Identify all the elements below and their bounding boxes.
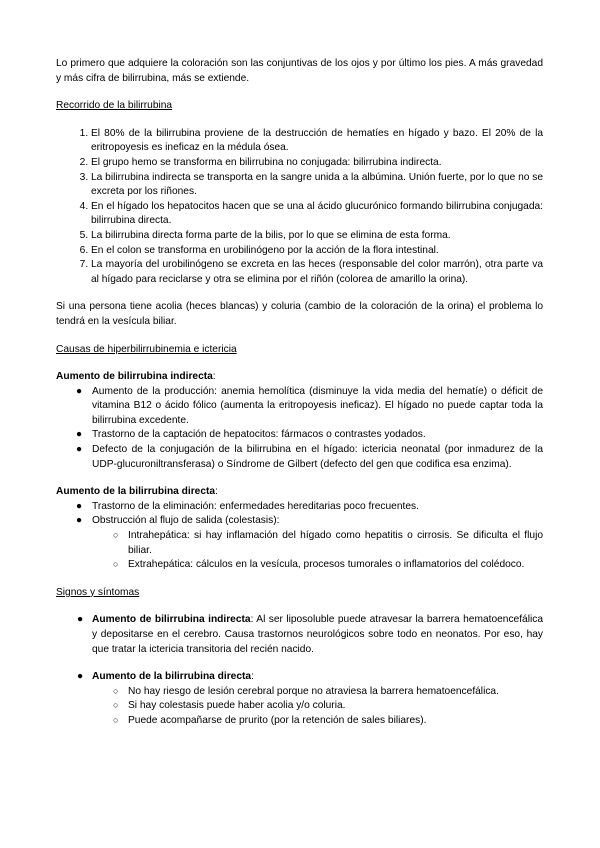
list-item: ○ Puede acompañarse de prurito (por la retención de sales biliares). [113, 714, 427, 726]
list-item: ○ Extrahepática: cálculos en la vesícula, procesos tumorales o inflamatorios del colédoco. [113, 559, 525, 571]
list-item: 4. En el hígado los hepatocitos hacen que se una al ácido glucurónico formando bilirrubina conjugada: bilirrubina directa. [91, 200, 543, 229]
list-item: ● Obstrucción al flujo de salida (colestasis): [56, 514, 543, 529]
list-item: 5. La bilirrubina directa forma parte de la bilis, por lo que se elimina de esta forma. [91, 229, 543, 244]
list-item: ○ Si hay colestasis puede haber acolia y/o coluria. [113, 700, 346, 712]
list-item: ○ Intrahepática: si hay inflamación del hígado como hepatitis o cirrosis. Se dificulta el flujo biliar. [113, 530, 543, 556]
causas-directa-list [56, 500, 543, 529]
list-item: ● Aumento de bilirrubina indirecta: Al ser liposoluble puede atravesar la barrera hematoencefálica y depositarse en el cerebro. Causa trastornos neurológicos sobre todo en neonatos. Por eso, hay que tratar la ictericia transitoria del recién nacido. [77, 614, 543, 655]
bullet-icon: ● [77, 671, 84, 683]
list-item: ● Trastorno de la eliminación: enfermedades hereditarias poco frecuentes. [56, 500, 543, 515]
bullet-icon: ● [76, 444, 83, 456]
bullet-icon: ● [77, 614, 84, 626]
causas-heading: Causas de hiperbilirrubinemia e ictericia [56, 343, 237, 355]
intro-paragraph: Lo primero que adquiere la coloración son las conjuntivas de los ojos y por último los pies. A más gravedad y más cifra de bilirrubina, más se extiende. [56, 58, 543, 84]
list-item: ● Aumento de la producción: anemia hemolítica (disminuye la vida media del hematíe) o déficit de vitamina B12 o ácido fólico (aumenta la eritropoyesis ineficaz). El hígado no puede captar toda la bilirrubina excedente. [76, 385, 543, 426]
document-body [56, 57, 543, 729]
bullet-icon: ● [76, 500, 83, 512]
list-item: 1. El 80% de la bilirrubina proviene de la destrucción de hematíes en hígado y bazo. El 20% de la eritropoyesis es ineficaz en la médula ósea. [91, 127, 543, 156]
list-item: ● Defecto de la conjugación de la bilirrubina en el hígado: ictericia neonatal (por inmadurez de la UDP-glucuroniltransferasa) o Síndrome de Gilbert (defecto del gen que codifica esa enzima). [76, 444, 543, 470]
list-item: ○ No hay riesgo de lesión cerebral porque no atraviesa la barrera hematoencefálica. [113, 685, 499, 697]
signos-directa-sublist [56, 685, 543, 729]
list-item: 7. La mayoría del urobilinógeno se excreta en las heces (responsable del color marrón), otra parte va al hígado para reciclarse y otra se elimina por el riñón (colorea de amarillo la orina). [91, 258, 543, 287]
circle-bullet-icon: ○ [113, 530, 119, 541]
recorrido-heading: Recorrido de la bilirrubina [56, 100, 173, 112]
bullet-icon: ● [76, 515, 83, 527]
signos-directa [56, 670, 543, 685]
circle-bullet-icon: ○ [113, 714, 119, 725]
causas-indirecta-list [56, 385, 543, 473]
list-item: ● Aumento de la bilirrubina directa: [56, 670, 543, 685]
circle-bullet-icon: ○ [113, 559, 119, 570]
bullet-icon: ● [76, 385, 83, 397]
circle-bullet-icon: ○ [113, 685, 119, 696]
circle-bullet-icon: ○ [113, 700, 119, 711]
acolia-paragraph: Si una persona tiene acolia (heces blancas) y coluria (cambio de la coloración de la orina) el problema lo tendrá en la vesícula biliar. [56, 301, 543, 327]
causas-indirecta-title: Aumento de bilirrubina indirecta: [56, 371, 216, 383]
bullet-icon: ● [76, 429, 83, 441]
list-item: 3. La bilirrubina indirecta se transporta en la sangre unida a la albúmina. Unión fuerte, por lo que no se excreta por los riñones. [91, 171, 543, 200]
causas-directa-sublist [56, 529, 543, 573]
signos-heading: Signos y síntomas [56, 586, 140, 598]
causas-directa-title: Aumento de la bilirrubina directa: [56, 486, 218, 498]
recorrido-list [56, 127, 543, 288]
list-item: 6. En el colon se transforma en urobilinógeno por la acción de la flora intestinal. [91, 244, 543, 259]
list-item: 2. El grupo hemo se transforma en bilirrubina no conjugada: bilirrubina indirecta. [91, 156, 543, 171]
signos-indirecta [56, 613, 543, 657]
list-item: ● Trastorno de la captación de hepatocitos: fármacos o contrastes yodados. [56, 428, 543, 443]
